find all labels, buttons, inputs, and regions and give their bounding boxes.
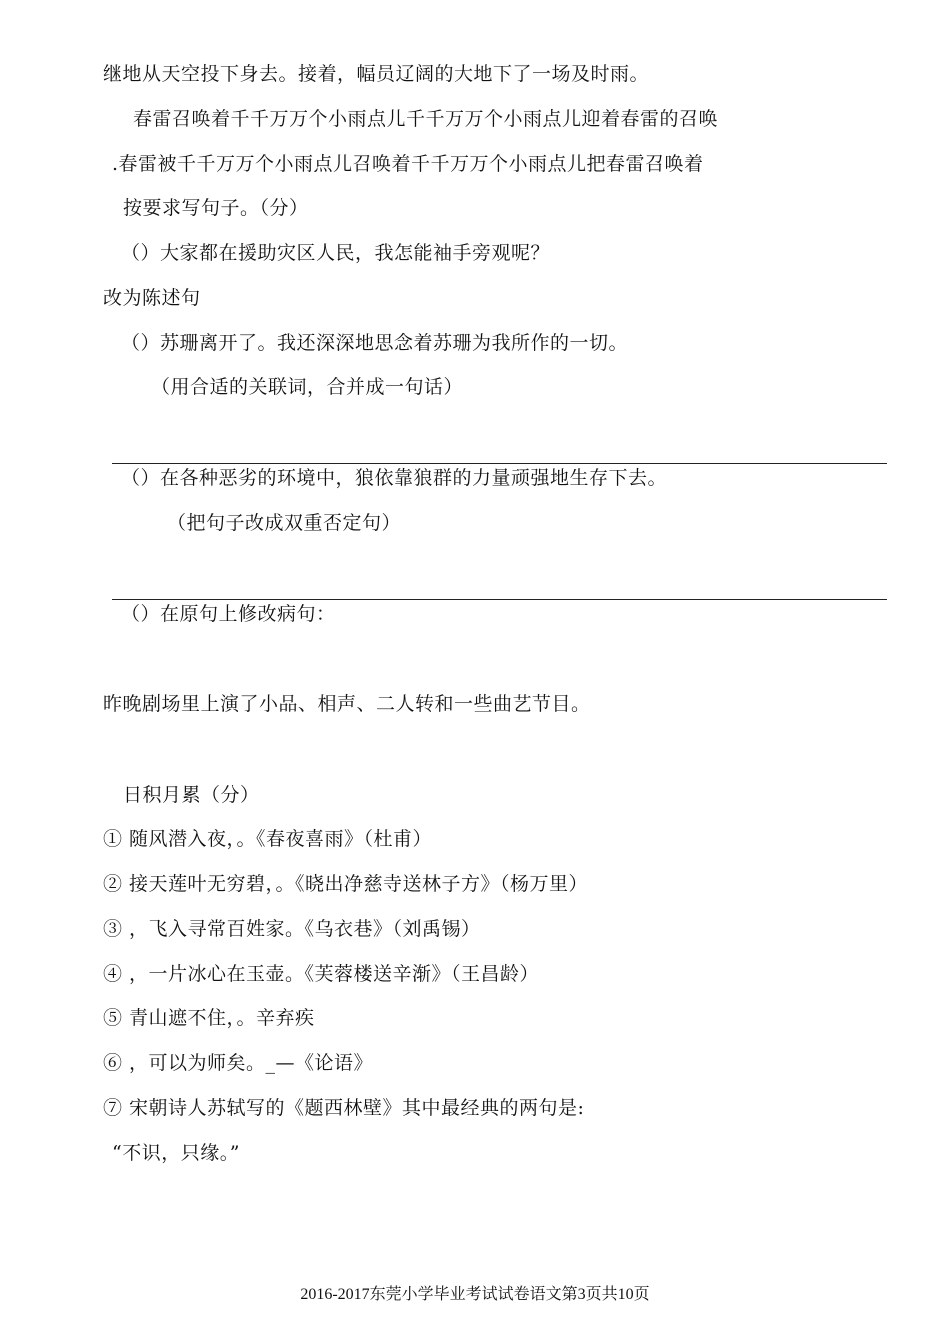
poem-item-2: ② 接天莲叶无穷碧，。《晓出净慈寺送林子方》（杨万里） xyxy=(103,873,589,895)
page-footer: 2016-2017东莞小学毕业考试试卷语文第3页共10页 xyxy=(300,1286,650,1303)
question-4: （）在原句上修改病句： xyxy=(121,603,336,625)
section-heading-accumulation: 日积月累（分） xyxy=(123,784,260,806)
text-line-2: 春雷召唤着千千万万个小雨点儿千千万万个小雨点儿迎着春雷的召唤 xyxy=(133,108,719,130)
answer-line-2 xyxy=(112,599,887,600)
instruction-3: （把句子改成双重否定句） xyxy=(167,512,402,534)
question-1: （）大家都在援助灾区人民，我怎能袖手旁观呢？ xyxy=(121,242,551,264)
poem-item-5: ⑤ 青山遮不住，。辛弃疾 xyxy=(103,1007,315,1029)
poem-item-3: ③ ，飞入寻常百姓家。《乌衣巷》（刘禹锡） xyxy=(103,918,481,940)
poem-item-4: ④ ，一片冰心在玉壶。《芙蓉楼送辛渐》（王昌龄） xyxy=(103,963,540,985)
answer-line-1 xyxy=(112,463,887,464)
section-heading-rewrite: 按要求写句子。（分） xyxy=(123,197,309,219)
question-3: （）在各种恶劣的环境中，狼依靠狼群的力量顽强地生存下去。 xyxy=(121,467,668,489)
faulty-sentence: 昨晚剧场里上演了小品、相声、二人转和一些曲艺节目。 xyxy=(103,693,591,715)
question-2: （）苏珊离开了。我还深深地思念着苏珊为我所作的一切。 xyxy=(121,332,629,354)
poem-item-7-answer: “不识，只缘。” xyxy=(112,1142,240,1164)
poem-item-1: ① 随风潜入夜，。《春夜喜雨》（杜甫） xyxy=(103,828,433,850)
instruction-2: （用合适的关联词，合并成一句话） xyxy=(151,376,464,398)
text-line-3: .春雷被千千万万个小雨点儿召唤着千千万万个小雨点儿把春雷召唤着 xyxy=(112,153,704,175)
text-line-1: 继地从天空投下身去。接着，幅员辽阔的大地下了一场及时雨。 xyxy=(103,63,650,85)
instruction-1: 改为陈述句 xyxy=(103,287,201,309)
poem-item-7: ⑦ 宋朝诗人苏轼写的《题西林壁》其中最经典的两句是: xyxy=(103,1097,585,1119)
poem-item-6: ⑥ ，可以为师矣。_—《论语》 xyxy=(103,1052,374,1074)
